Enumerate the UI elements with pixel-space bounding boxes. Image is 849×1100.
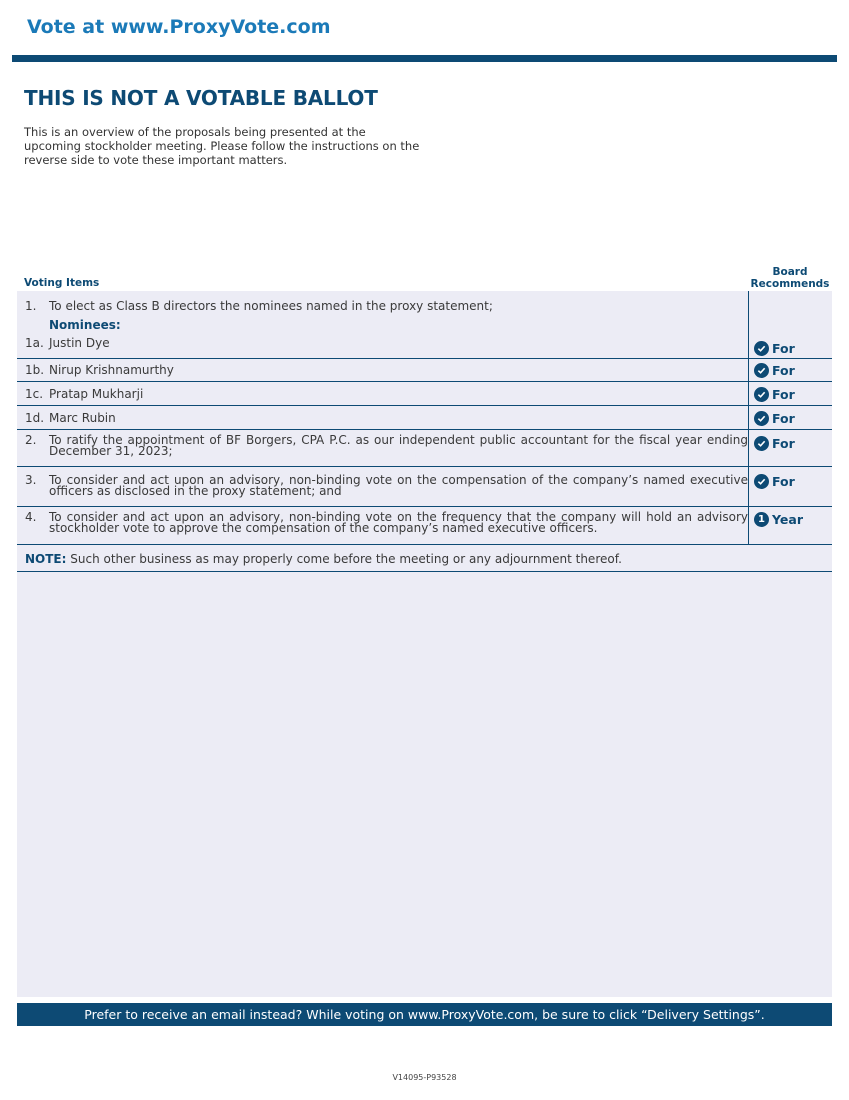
nominee-1b-row (17, 359, 832, 382)
checkmark-icon (754, 474, 769, 489)
nominee-number: 1b. (25, 363, 45, 377)
recommendation (754, 411, 795, 426)
recommendation (754, 474, 795, 489)
intro-text: This is an overview of the proposals being presented at the upcoming stockholder meeting. Please follow the instructions on the reverse side to vote these important matters. (24, 125, 420, 167)
checkmark-icon (754, 436, 769, 451)
note-row (17, 545, 832, 572)
number-one-icon (754, 512, 769, 527)
proposal-number: 1. (25, 299, 37, 313)
note (25, 552, 825, 566)
recommendation-text: For (772, 341, 795, 356)
nominee-number: 1a. (25, 336, 44, 350)
nominee-name: Justin Dye (49, 336, 110, 350)
nominee-1c-row (17, 382, 832, 406)
nominee-1a (17, 336, 748, 350)
recommendation (754, 512, 803, 527)
icon-number: 1 (758, 513, 765, 525)
proposal-2-row (17, 430, 832, 467)
nominee-name: Pratap Mukharji (49, 387, 144, 401)
proposal-text: To elect as Class B directors the nominees named in the proxy statement; (49, 299, 493, 313)
nominee-name: Nirup Krishnamurthy (49, 363, 174, 377)
recommendation-cell (748, 406, 832, 429)
proxyvote-link[interactable]: Vote at www.ProxyVote.com (27, 16, 331, 38)
proposal-text: To consider and act upon an advisory, non-binding vote on the frequency that the company will hold an advisory stockholder vote to approve the compensation of the company’s named executive officers. (49, 510, 748, 535)
board-header-line2: Recommends (750, 278, 830, 290)
recommendation-cell (748, 430, 832, 466)
proposal-1 (17, 299, 748, 313)
recommendation (754, 363, 795, 378)
recommendation-text: For (772, 436, 795, 451)
checkmark-icon (754, 411, 769, 426)
recommendation-text: For (772, 363, 795, 378)
recommendation-text: For (772, 387, 795, 402)
nominee-number: 1c. (25, 387, 44, 401)
recommendation-cell (748, 291, 832, 358)
nominee-1d-row (17, 406, 832, 430)
proposal-text: To ratify the appointment of BF Borgers, CPA P.C. as our independent public accountant for the fiscal year ending December 31, 2023; (49, 433, 748, 458)
proposal-3-row (17, 467, 832, 507)
proposal-number: 3. (25, 473, 37, 487)
page-title: THIS IS NOT A VOTABLE BALLOT (24, 86, 378, 110)
checkmark-icon (754, 363, 769, 378)
proposal-number: 4. (25, 510, 37, 524)
recommendation (754, 436, 795, 451)
nominee-name: Marc Rubin (49, 411, 116, 425)
proposal-1-row (17, 291, 832, 359)
proposal-number: 2. (25, 433, 37, 447)
nominee-number: 1d. (25, 411, 45, 425)
board-recommends-header (748, 266, 832, 290)
proposal-text: To consider and act upon an advisory, non-binding vote on the compensation of the company’s named executive officers as disclosed in the proxy statement; and (49, 473, 748, 498)
header-divider (12, 55, 837, 62)
recommendation-text: For (772, 411, 795, 426)
note-label: NOTE: (25, 552, 67, 566)
checkmark-icon (754, 341, 769, 356)
board-header-line1: Board (772, 266, 808, 278)
recommendation-cell (748, 359, 832, 381)
note-text: Such other business as may properly come before the meeting or any adjournment thereof. (66, 552, 622, 566)
recommendation-text: For (772, 474, 795, 489)
checkmark-icon (754, 387, 769, 402)
recommendation-cell (748, 382, 832, 405)
document-code: V14095-P93528 (392, 1073, 457, 1082)
recommendation (754, 387, 795, 402)
proposal-4-row (17, 507, 832, 545)
recommendation-cell (748, 507, 832, 544)
nominees-label: Nominees: (49, 318, 121, 332)
delivery-settings-banner: Prefer to receive an email instead? While voting on www.ProxyVote.com, be sure to click “Delivery Settings”. (17, 1003, 832, 1026)
recommendation-cell (748, 467, 832, 506)
recommendation-text: Year (772, 512, 803, 527)
voting-items-header: Voting Items (24, 277, 100, 289)
recommendation (754, 341, 795, 356)
